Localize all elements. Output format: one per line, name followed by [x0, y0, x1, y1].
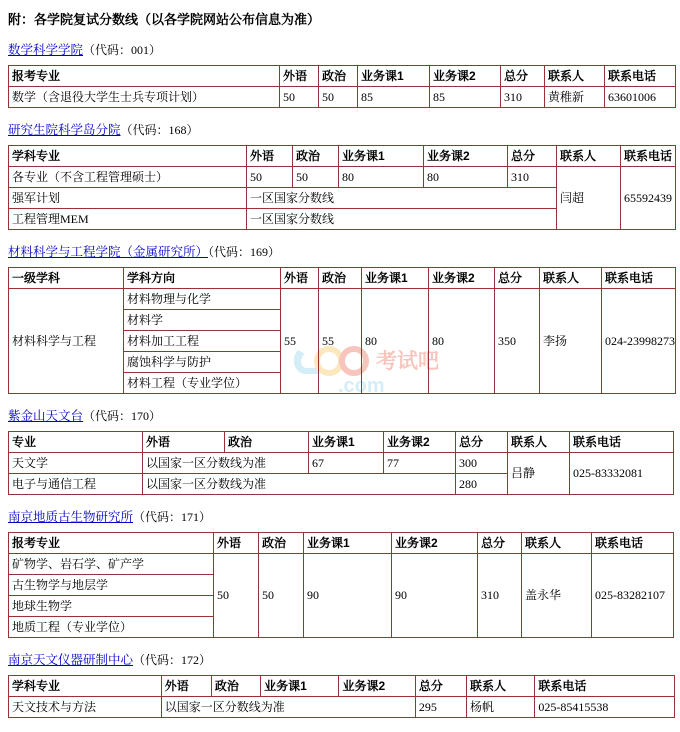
cell-contact: 杨帆 [467, 697, 535, 718]
th-contact: 联系人 [545, 66, 605, 87]
section-heading [8, 123, 674, 137]
table-header-row [9, 676, 675, 697]
cell-total: 310 [508, 167, 557, 188]
table-row [9, 554, 674, 575]
th-foreign: 外语 [281, 268, 319, 289]
table-purple-mountain [8, 431, 674, 495]
table-science-island [8, 145, 676, 230]
th-discipline: 一级学科 [9, 268, 124, 289]
cell-major: 地质工程（专业学位） [9, 617, 214, 638]
section-math [6, 43, 674, 108]
th-politics: 政治 [319, 268, 362, 289]
th-course2: 业务课2 [392, 533, 478, 554]
cell-major: 天文技术与方法 [9, 697, 162, 718]
section-astro-instrument [6, 653, 674, 718]
cell-course2: 90 [392, 554, 478, 638]
th-course1: 业务课1 [358, 66, 430, 87]
th-foreign: 外语 [143, 432, 225, 453]
svg-text:考试吧: 考试吧 [376, 350, 439, 373]
table-row [9, 453, 674, 474]
cell-national-line: 以国家一区分数线为准 [161, 697, 415, 718]
cell-major: 各专业（不含工程管理硕士） [9, 167, 247, 188]
cell-foreign: 55 [281, 289, 319, 394]
cell-national-line: 一区国家分数线 [247, 188, 557, 209]
th-course2: 业务课2 [424, 146, 508, 167]
cell-total: 280 [456, 474, 508, 495]
table-row [9, 167, 676, 188]
table-header-row [9, 66, 676, 87]
th-phone: 联系电话 [621, 146, 676, 167]
cell-course2: 77 [384, 453, 456, 474]
th-foreign: 外语 [214, 533, 259, 554]
th-contact: 联系人 [540, 268, 602, 289]
cell-total: 310 [501, 87, 545, 108]
th-politics: 政治 [293, 146, 339, 167]
cell-phone: 025-83332081 [570, 453, 674, 495]
cell-contact: 吕静 [508, 453, 570, 495]
cell-direction: 材料学 [124, 310, 281, 331]
section-heading [8, 409, 674, 423]
th-politics: 政治 [211, 676, 260, 697]
section-code: （代码：168） [120, 123, 199, 137]
cell-contact: 黄稚新 [545, 87, 605, 108]
cell-total: 295 [415, 697, 466, 718]
th-course1: 业务课1 [261, 676, 339, 697]
th-course1: 业务课1 [362, 268, 429, 289]
th-major: 报考专业 [9, 66, 280, 87]
cell-politics: 50 [319, 87, 358, 108]
section-heading [8, 43, 674, 57]
table-astro-instrument [8, 675, 675, 718]
cell-contact: 盖永华 [522, 554, 592, 638]
table-row [9, 697, 675, 718]
cell-contact: 李扬 [540, 289, 602, 394]
cell-politics: 50 [259, 554, 304, 638]
cell-major: 电子与通信工程 [9, 474, 143, 495]
th-course2: 业务课2 [430, 66, 501, 87]
th-contact: 联系人 [467, 676, 535, 697]
cell-foreign: 50 [214, 554, 259, 638]
cell-major: 天文学 [9, 453, 143, 474]
th-course1: 业务课1 [339, 146, 424, 167]
cell-contact: 闫超 [557, 167, 621, 230]
cell-course1: 67 [309, 453, 384, 474]
cell-course1: 80 [362, 289, 429, 394]
section-materials [6, 245, 674, 394]
cell-total: 310 [478, 554, 522, 638]
cell-foreign: 50 [280, 87, 319, 108]
section-heading [8, 245, 674, 259]
cell-major: 矿物学、岩石学、矿产学 [9, 554, 214, 575]
section-palaeontology [6, 510, 674, 638]
table-header-row [9, 432, 674, 453]
th-major: 学科专业 [9, 676, 162, 697]
section-code: （代码：170） [83, 409, 162, 423]
section-link-materials[interactable]: 材料科学与工程学院（金属研究所） [8, 245, 209, 259]
section-code: （代码：169） [208, 245, 281, 259]
section-heading [8, 653, 674, 667]
cell-discipline: 材料科学与工程 [9, 289, 124, 394]
th-course2: 业务课2 [384, 432, 456, 453]
cell-phone: 65592439 [621, 167, 676, 230]
th-contact: 联系人 [557, 146, 621, 167]
section-code: （代码：171） [133, 510, 212, 524]
th-course1: 业务课1 [309, 432, 384, 453]
table-row [9, 87, 676, 108]
section-purple-mountain [6, 409, 674, 495]
th-course1: 业务课1 [304, 533, 392, 554]
th-foreign: 外语 [247, 146, 293, 167]
th-total: 总分 [495, 268, 540, 289]
svg-text:.com: .com [338, 375, 385, 397]
th-phone: 联系电话 [605, 66, 676, 87]
section-link-astro-instrument[interactable]: 南京天文仪器研制中心 [8, 653, 134, 667]
th-course2: 业务课2 [429, 268, 495, 289]
th-total: 总分 [415, 676, 466, 697]
table-header-row [9, 533, 674, 554]
table-row [9, 289, 676, 310]
cell-major: 地球生物学 [9, 596, 214, 617]
th-total: 总分 [508, 146, 557, 167]
cell-national-line: 以国家一区分数线为准 [143, 474, 456, 495]
cell-major: 古生物学与地层学 [9, 575, 214, 596]
section-link-science-island[interactable]: 研究生院科学岛分院 [8, 123, 121, 137]
table-materials [8, 267, 676, 394]
cell-phone: 025-83282107 [592, 554, 674, 638]
cell-phone: 024-23998273 [602, 289, 676, 394]
th-foreign: 外语 [161, 676, 211, 697]
th-course2: 业务课2 [339, 676, 415, 697]
cell-course1: 90 [304, 554, 392, 638]
th-contact: 联系人 [508, 432, 570, 453]
cell-politics: 50 [293, 167, 339, 188]
th-politics: 政治 [319, 66, 358, 87]
th-phone: 联系电话 [592, 533, 674, 554]
cell-direction: 腐蚀科学与防护 [124, 352, 281, 373]
cell-course1: 80 [339, 167, 424, 188]
th-major: 专业 [9, 432, 143, 453]
cell-national-line: 一区国家分数线 [247, 209, 557, 230]
cell-course2: 85 [430, 87, 501, 108]
th-total: 总分 [456, 432, 508, 453]
cell-total: 350 [495, 289, 540, 394]
cell-course2: 80 [424, 167, 508, 188]
cell-direction: 材料工程（专业学位） [124, 373, 281, 394]
section-code: （代码：172） [133, 653, 212, 667]
table-math [8, 65, 676, 108]
th-direction: 学科方向 [124, 268, 281, 289]
th-total: 总分 [478, 533, 522, 554]
section-code: （代码：001） [83, 43, 162, 57]
cell-total: 300 [456, 453, 508, 474]
cell-course2: 80 [429, 289, 495, 394]
table-palaeontology [8, 532, 674, 638]
th-major: 报考专业 [9, 533, 214, 554]
th-phone: 联系电话 [570, 432, 674, 453]
section-link-math[interactable]: 数学科学学院 [8, 43, 84, 57]
table-header-row [9, 268, 676, 289]
th-politics: 政治 [225, 432, 309, 453]
cell-direction: 材料加工工程 [124, 331, 281, 352]
cell-major: 工程管理MEM [9, 209, 247, 230]
cell-national-line: 以国家一区分数线为准 [143, 453, 309, 474]
cell-foreign: 50 [247, 167, 293, 188]
th-total: 总分 [501, 66, 545, 87]
th-major: 学科专业 [9, 146, 247, 167]
cell-major: 数学（含退役大学生士兵专项计划） [9, 87, 280, 108]
cell-major: 强军计划 [9, 188, 247, 209]
cell-phone: 63601006 [605, 87, 676, 108]
cell-politics: 55 [319, 289, 362, 394]
cell-course1: 85 [358, 87, 430, 108]
th-phone: 联系电话 [535, 676, 675, 697]
th-contact: 联系人 [522, 533, 592, 554]
th-phone: 联系电话 [602, 268, 676, 289]
section-link-palaeontology[interactable]: 南京地质古生物研究所 [8, 510, 134, 524]
table-header-row [9, 146, 676, 167]
th-foreign: 外语 [280, 66, 319, 87]
th-politics: 政治 [259, 533, 304, 554]
section-science-island [6, 123, 674, 230]
page-title: 附：各学院复试分数线（以各学院网站公布信息为准） [8, 12, 321, 27]
cell-direction: 材料物理与化学 [124, 289, 281, 310]
cell-phone: 025-85415538 [535, 697, 675, 718]
section-link-purple-mountain[interactable]: 紫金山天文台 [8, 409, 84, 423]
section-heading [8, 510, 674, 524]
